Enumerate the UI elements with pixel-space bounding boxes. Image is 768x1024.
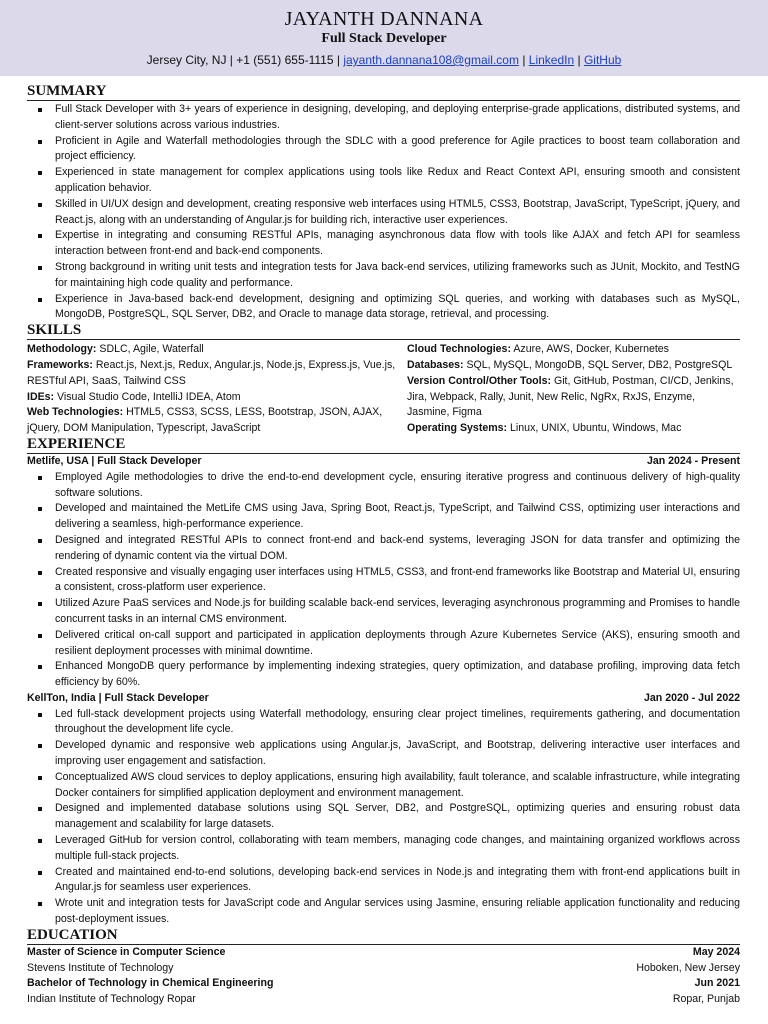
experience-heading: EXPERIENCE — [27, 437, 740, 454]
skill-value: Azure, AWS, Docker, Kubernetes — [510, 343, 669, 356]
bullet-item: Proficient in Agile and Waterfall methodologies through the SDLC with a good preference for Agile practices to boost team collaboration and project efficiency. — [27, 134, 740, 166]
bullet-item: Developed dynamic and responsive web applications using Angular.js, JavaScript, and Bootstrap, delivering interactive user interfaces and improving user engagement and satisfaction. — [27, 738, 740, 770]
bullet-item: Experience in Java-based back-end development, designing and optimizing SQL queries, and working with databases such as MySQL, MongoDB, PostgreSQL, SQL Server, DB2, and Oracle to manage data storage, retrieval, and processing. — [27, 292, 740, 324]
linkedin-link[interactable]: LinkedIn — [528, 53, 575, 67]
experience-list — [27, 454, 740, 928]
skill-row — [27, 342, 407, 358]
skill-label: Methodology: — [27, 343, 97, 356]
job-dates: Jan 2024 - Present — [646, 454, 740, 467]
education-heading: EDUCATION — [27, 928, 740, 945]
skill-row — [407, 421, 740, 437]
bullet-item: Delivered critical on-call support and participated in application deployments through Azure Kubernetes Service (AKS), ensuring smooth and resilient deployment processes with minimal downtime. — [27, 628, 740, 660]
bullet-item: Enhanced MongoDB query performance by implementing indexing strategies, query optimization, and database profiling, improving data fetch efficiency by 60%. — [27, 659, 740, 691]
resume-header — [0, 0, 768, 76]
job-dates: Jan 2020 - Jul 2022 — [644, 691, 740, 704]
github-link[interactable]: GitHub — [583, 53, 622, 67]
skill-label: Frameworks: — [27, 358, 93, 371]
bullet-item: Designed and implemented database solutions using SQL Server, DB2, and PostgreSQL, optimizing queries and ensuring robust data management and scalability for large datasets. — [27, 801, 740, 833]
candidate-role: Full Stack Developer — [321, 31, 447, 46]
education-school-row — [27, 961, 740, 977]
school: Stevens Institute of Technology — [27, 961, 174, 974]
skill-value: HTML5, CSS3, SCSS, LESS, Bootstrap, JSON, AJAX, jQuery, DOM Manipulation, Typescript, JavaScript — [27, 406, 383, 435]
contact-line — [0, 49, 768, 71]
school-location: Ropar, Punjab — [672, 993, 740, 1006]
education-school-row — [27, 992, 740, 1008]
skill-value: React.js, Next.js, Redux, Angular.js, Node.js, Express.js, Vue.js, RESTful API, SaaS, Tailwind CSS — [27, 358, 396, 387]
bullet-item: Created responsive and visually engaging user interfaces using HTML5, CSS3, and front-end frameworks like Bootstrap and Material UI, ensuring a consistent, cross-platform user experience. — [27, 565, 740, 597]
summary-list — [27, 102, 740, 323]
job-bullets — [27, 470, 740, 691]
bullet-item: Wrote unit and integration tests for JavaScript code and Angular services using Jasmine, ensuring reliable application functionality and reducing post-deployment issues. — [27, 896, 740, 928]
bullet-item: Developed and maintained the MetLife CMS using Java, Spring Boot, React.js, TypeScript, and Tailwind CSS, optimizing user interactions and delivering a seamless, high-performance experience. — [27, 501, 740, 533]
bullet-item: Strong background in writing unit tests and integration tests for Java back-end services, utilizing frameworks such as JUnit, Mockito, and TestNG for maintaining high code quality and performance. — [27, 260, 740, 292]
skill-label: Version Control/Other Tools: — [407, 374, 552, 387]
bullet-item: Conceptualized AWS cloud services to deploy applications, ensuring high availability, fault tolerance, and scalable infrastructure, while integrating Docker containers for simplified application deployment and environment management. — [27, 770, 740, 802]
skill-label: Web Technologies: — [27, 406, 124, 419]
skill-row — [27, 358, 407, 390]
job-header — [27, 691, 740, 707]
bullet-item: Utilized Azure PaaS services and Node.js for building scalable back-end services, leveraging asynchronous programming and Promises to handle concurrent tasks in an internal CMS environment. — [27, 596, 740, 628]
skills-right-column — [407, 342, 740, 437]
location-phone: Jersey City, NJ | +1 (551) 655-1115 | — [146, 53, 340, 67]
skill-label: IDEs: — [27, 390, 55, 403]
school: Indian Institute of Technology Ropar — [27, 993, 196, 1006]
bullet-item: Designed and integrated RESTful APIs to connect front-end and back-end systems, leveraging JSON for data transfer and optimizing the rendering of dynamic content via the virtual DOM. — [27, 533, 740, 565]
bullet-item: Expertise in integrating and consuming RESTful APIs, managing asynchronous data flow with tools like AJAX and fetch API for seamless interaction between front-end and back-end components. — [27, 228, 740, 260]
bullet-item: Skilled in UI/UX design and development, creating responsive web interfaces using HTML5, CSS3, Bootstrap, JavaScript, TypeScript, jQuery, and React.js, along with an understanding of Angular.js for building rich, interactive user experiences. — [27, 197, 740, 229]
skill-value: Linux, UNIX, Ubuntu, Windows, Mac — [507, 422, 682, 435]
skills-grid — [27, 342, 740, 437]
contact-separator: | — [522, 53, 526, 67]
skills-heading: SKILLS — [27, 323, 740, 340]
skills-left-column — [27, 342, 407, 437]
bullet-item: Employed Agile methodologies to drive the end-to-end development cycle, ensuring iterative progress and continuous delivery of high-quality software solutions. — [27, 470, 740, 502]
skill-value: Git, GitHub, Postman, CI/CD, Jenkins, Jira, Webpack, Rally, Junit, New Relic, NgRx, RxJS, Enzyme, Jasmine, Figma — [407, 374, 734, 419]
skill-label: Cloud Technologies: — [407, 343, 511, 356]
bullet-item: Created and maintained end-to-end solutions, developing back-end services in Node.js and integrating them with front-end applications built in Angular.js for seamless user experiences. — [27, 865, 740, 897]
skill-value: SQL, MySQL, MongoDB, SQL Server, DB2, PostgreSQL — [463, 358, 733, 371]
skill-row — [407, 374, 740, 421]
skill-label: Operating Systems: — [407, 422, 508, 435]
resume-body — [0, 76, 768, 1008]
summary-heading: SUMMARY — [27, 84, 740, 101]
job-company-title: KellTon, India | Full Stack Developer — [27, 691, 209, 704]
school-location: Hoboken, New Jersey — [636, 961, 740, 974]
skill-row — [27, 405, 407, 437]
degree-date: May 2024 — [692, 945, 740, 958]
degree: Master of Science in Computer Science — [27, 945, 226, 958]
job-bullets — [27, 707, 740, 928]
skill-value: SDLC, Agile, Waterfall — [96, 343, 204, 356]
degree-date: Jun 2021 — [694, 977, 740, 990]
education-list — [27, 945, 740, 1008]
skill-value: Visual Studio Code, IntelliJ IDEA, Atom — [54, 390, 241, 403]
job-header — [27, 454, 740, 470]
contact-separator: | — [577, 53, 581, 67]
education-degree-row — [27, 976, 740, 992]
job-company-title: Metlife, USA | Full Stack Developer — [27, 454, 202, 467]
degree: Bachelor of Technology in Chemical Engineering — [27, 977, 274, 990]
bullet-item: Leveraged GitHub for version control, collaborating with team members, managing code changes, and maintaining organized workflows across multiple full-stack projects. — [27, 833, 740, 865]
skill-row — [407, 358, 740, 374]
skill-row — [407, 342, 740, 358]
education-degree-row — [27, 945, 740, 961]
email-link[interactable]: jayanth.dannana108@gmail.com — [343, 53, 519, 67]
bullet-item: Led full-stack development projects using Waterfall methodology, ensuring clear project timelines, requirements gathering, and documentation throughout the development life cycle. — [27, 707, 740, 739]
bullet-item: Full Stack Developer with 3+ years of experience in designing, developing, and deploying enterprise-grade applications, distributed systems, and client-server solutions across various industries. — [27, 102, 740, 134]
candidate-name: JAYANTH DANNANA — [284, 8, 484, 30]
bullet-item: Experienced in state management for complex applications using tools like Redux and React Context API, ensuring smooth and consistent application behavior. — [27, 165, 740, 197]
skill-row — [27, 390, 407, 406]
skill-label: Databases: — [407, 358, 464, 371]
